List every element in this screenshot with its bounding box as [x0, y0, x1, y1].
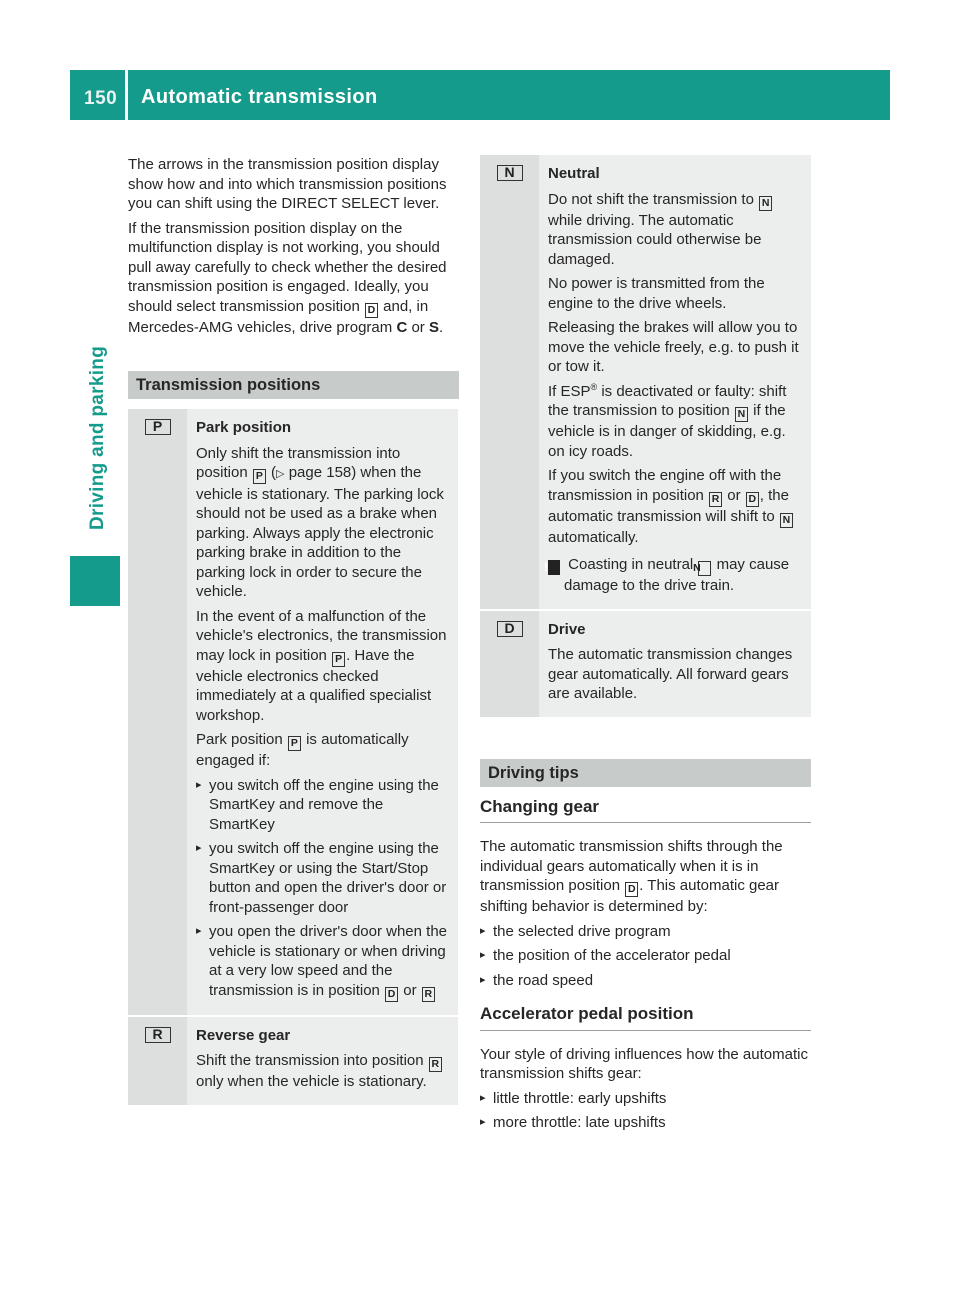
- table-row-neutral: [480, 155, 811, 609]
- list-item: ▸ more throttle: late upshifts: [480, 1113, 811, 1133]
- section-title-driving-tips: Driving tips: [480, 759, 811, 787]
- intro-paragraph-2: If the transmission position display on the multifunction display is not working, you should pull away carefully to check whether the desired transmission position is engaged. Ideally, you should select transmission position D and, in Mercedes-AMG vehicles, drive program C or S.: [128, 219, 447, 336]
- page-reference-link: page 158) when the vehicle is stationary. The parking lock should not be used as a brake when parking. Always apply the electronic parking brake in addition to the parking lock in order to secure the vehicle.: [196, 464, 444, 600]
- intro-paragraph-1: The arrows in the transmission position display show how and into which transmission positions you can shift using the DIRECT SELECT lever.: [128, 156, 447, 212]
- position-symbol: N: [698, 561, 711, 576]
- position-symbol: P: [288, 736, 301, 751]
- park-paragraph-2: In the event of a malfunction of the vehicle's electronics, the transmission may lock in position P . Have the vehicle electronics checked immediately at a qualified specialist workshop.: [196, 607, 447, 724]
- warning-icon: !: [548, 560, 560, 575]
- position-symbol: D: [365, 303, 378, 318]
- heading-accelerator-pedal-position: Accelerator pedal position: [480, 1004, 811, 1031]
- position-symbol: D: [746, 492, 759, 507]
- list-item: ▸ the selected drive program: [480, 922, 811, 942]
- drive-heading: Drive: [548, 620, 586, 638]
- park-symbol-icon: P: [145, 419, 171, 435]
- heading-changing-gear: Changing gear: [480, 797, 811, 824]
- page-ref-arrow-icon: ▷: [276, 468, 285, 480]
- neutral-paragraph-5: If you switch the engine off with the transmission in position R or D , the automatic transmission will shift to N automatically.: [548, 466, 805, 547]
- page-title: Automatic transmission: [141, 86, 378, 108]
- park-paragraph-3: Park position P is automatically engaged if:: [196, 731, 409, 769]
- table-row-reverse: [128, 1015, 458, 1105]
- list-item: ▸ the position of the accelerator pedal: [480, 946, 811, 966]
- neutral-heading: Neutral: [548, 165, 600, 182]
- position-symbol: R: [429, 1057, 442, 1072]
- accelerator-paragraph: Your style of driving influences how the automatic transmission shifts gear:: [480, 1045, 808, 1082]
- park-paragraph-1: Only shift the transmission into position P (▷ page 158) when the vehicle is stationary. The parking lock should not be used as a brake when parking. Always apply the electronic parking brake in addition to the parking lock in order to secure the vehicle.: [196, 444, 444, 600]
- accelerator-list: [480, 1089, 811, 1133]
- list-item: ▸ you switch off the engine using the SmartKey or using the Start/Stop button and open the driver's door or front-passenger door: [196, 839, 452, 917]
- neutral-paragraph-2: No power is transmitted from the engine to the drive wheels.: [548, 275, 765, 312]
- drive-symbol-icon: D: [497, 621, 523, 637]
- changing-gear-factors-list: [480, 922, 811, 991]
- list-item: ▸ you switch off the engine using the SmartKey and remove the SmartKey: [196, 776, 452, 835]
- position-symbol: N: [759, 196, 772, 211]
- neutral-paragraph-3: Releasing the brakes will allow you to move the vehicle freely, e.g. to push it or tow it.: [548, 319, 799, 375]
- page-number: 150: [84, 88, 118, 109]
- reverse-symbol-icon: R: [145, 1027, 171, 1043]
- left-column: [128, 155, 459, 1105]
- park-conditions-list: [196, 776, 452, 1002]
- neutral-paragraph-1: Do not shift the transmission to N while driving. The automatic transmission could otherwise be damaged.: [548, 190, 805, 270]
- section-side-label: Driving and parking: [87, 345, 108, 530]
- changing-gear-paragraph: The automatic transmission shifts through the individual gears automatically when it is in transmission position D . This automatic gear shifting behavior is determined by:: [480, 838, 783, 915]
- list-item: ▸ you open the driver's door when the vehicle is stationary or when driving at a very low speed and the transmission is in position D or R: [196, 922, 452, 1002]
- drive-paragraph-1: The automatic transmission changes gear automatically. All forward gears are available.: [548, 646, 793, 702]
- transmission-positions-table: [128, 409, 458, 1105]
- neutral-symbol-icon: N: [497, 165, 523, 181]
- table-row-drive: [480, 609, 811, 717]
- position-symbol: N: [780, 513, 793, 528]
- header-divider: [125, 70, 128, 120]
- reverse-heading: Reverse gear: [196, 1026, 291, 1044]
- table-row-park: [128, 409, 458, 1015]
- neutral-paragraph-4: If ESP® is deactivated or faulty: shift the transmission to position N if the vehicle is in danger of skidding, e.g. on icy roads.: [548, 381, 787, 460]
- list-item: ▸ the road speed: [480, 971, 811, 991]
- position-symbol: R: [422, 987, 435, 1002]
- page-header: [70, 70, 890, 120]
- section-side-marker: [70, 556, 120, 606]
- right-column: [480, 155, 811, 1138]
- position-symbol: N: [735, 407, 748, 422]
- neutral-warning: ! Coasting in neutral N may cause damage to the drive train.: [544, 556, 790, 594]
- park-heading: Park position: [196, 419, 292, 436]
- reverse-paragraph-1: Shift the transmission into position R only when the vehicle is stationary.: [196, 1051, 452, 1092]
- position-symbol: P: [332, 652, 345, 667]
- position-symbol: D: [385, 987, 398, 1002]
- position-symbol: P: [253, 469, 266, 484]
- position-symbol: R: [709, 492, 722, 507]
- position-symbol: D: [625, 882, 638, 897]
- transmission-positions-table-continued: [480, 155, 811, 717]
- list-item: ▸ little throttle: early upshifts: [480, 1089, 811, 1109]
- section-title-transmission-positions: Transmission positions: [128, 371, 459, 399]
